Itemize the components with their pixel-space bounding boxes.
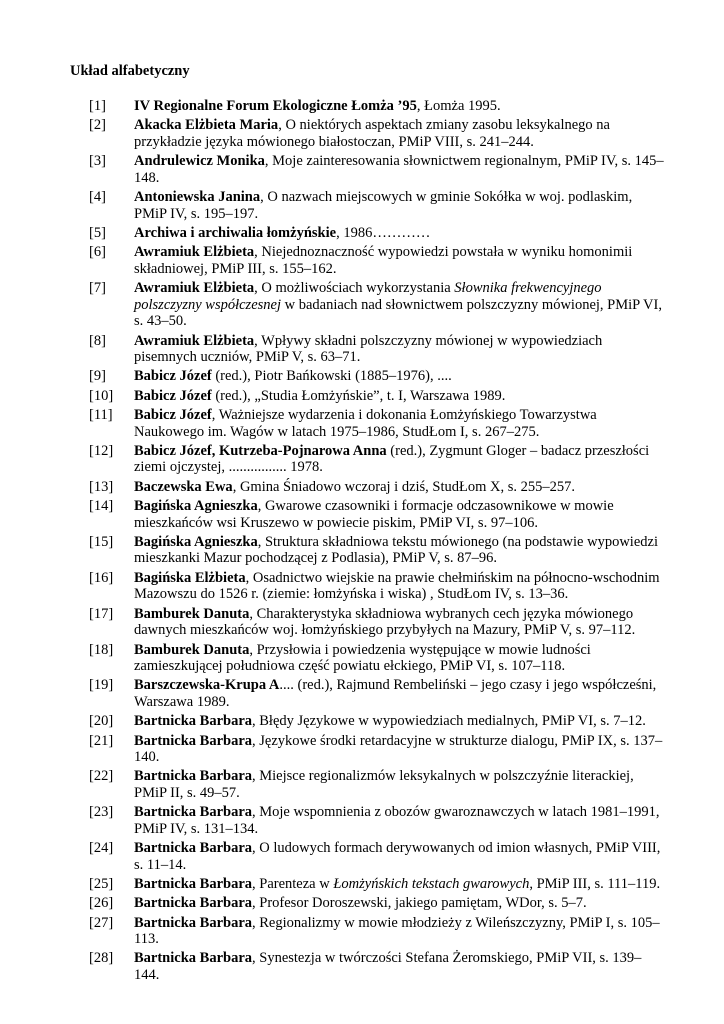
entry-text bbox=[134, 768, 664, 801]
entry-author: Bartnicka Barbara bbox=[134, 876, 253, 893]
bibliography-entry bbox=[70, 895, 664, 912]
entry-author: Barszczewska-Krupa A bbox=[134, 677, 280, 694]
bibliography-entry bbox=[70, 117, 664, 150]
entry-author: Bagińska Agnieszka bbox=[134, 498, 258, 514]
entry-author: Bartnicka Barbara bbox=[134, 768, 253, 785]
entry-text bbox=[134, 642, 664, 675]
entry-description: , Gwarowe czasowniki i formacje odczasownikowe w mowie mieszkańców wsi Kruszewo w powiecie piskim, PMiP VI, s. 97–106. bbox=[134, 498, 614, 531]
entry-author: Andrulewicz Monika bbox=[134, 153, 265, 170]
entry-number: [5] bbox=[89, 224, 106, 241]
bibliography-entry bbox=[70, 225, 664, 242]
entry-author: Baczewska Ewa bbox=[134, 478, 233, 495]
entry-text bbox=[134, 498, 664, 531]
entry-description: , 1986………… bbox=[336, 224, 431, 241]
entry-number: [25] bbox=[89, 876, 114, 893]
entry-author: Babicz Józef bbox=[134, 406, 212, 423]
bibliography-entry bbox=[70, 244, 664, 277]
entry-text bbox=[134, 189, 664, 222]
entry-text bbox=[134, 570, 664, 603]
entry-number: [6] bbox=[89, 244, 106, 261]
bibliography-entry bbox=[70, 768, 664, 801]
entry-number: [4] bbox=[89, 189, 106, 206]
entry-text bbox=[134, 534, 664, 567]
entry-author: Bartnicka Barbara bbox=[134, 804, 253, 821]
entry-author: Awramiuk Elżbieta bbox=[134, 280, 255, 297]
bibliography-entry bbox=[70, 915, 664, 948]
entry-author: Bartnicka Barbara bbox=[134, 840, 253, 857]
bibliography-entry bbox=[70, 534, 664, 567]
entry-number: [14] bbox=[89, 498, 114, 514]
entry-author: Bartnicka Barbara bbox=[134, 713, 253, 730]
entry-number: [18] bbox=[89, 641, 114, 658]
bibliography-entry bbox=[70, 713, 664, 730]
entry-description: .... (red.), Rajmund Rembeliński – jego czasy i jego współcześni, Warszawa 1989. bbox=[134, 677, 657, 710]
entry-description: , Wpływy składni polszczyzny mówionej w wypowiedziach pisemnych uczniów, PMiP V, s. 63–71. bbox=[134, 332, 603, 366]
entry-number: [21] bbox=[89, 732, 114, 749]
entry-description: , Gmina Śniadowo wczoraj i dziś, StudŁom X, s. 255–257. bbox=[232, 478, 576, 495]
bibliography-list bbox=[70, 98, 664, 984]
entry-number: [7] bbox=[89, 280, 106, 297]
entry-text bbox=[134, 804, 664, 837]
entry-text bbox=[134, 225, 664, 242]
entry-text bbox=[134, 117, 664, 150]
bibliography-entry bbox=[70, 642, 664, 675]
entry-author: Bartnicka Barbara bbox=[134, 950, 253, 967]
entry-number: [19] bbox=[89, 677, 114, 694]
entry-italic-title: Łomżyńskich tekstach gwarowych bbox=[333, 876, 530, 893]
entry-number: [3] bbox=[89, 153, 106, 170]
entry-text bbox=[134, 840, 664, 873]
entry-author: Akacka Elżbieta Maria bbox=[134, 117, 279, 134]
bibliography-entry bbox=[70, 840, 664, 873]
entry-number: [13] bbox=[89, 478, 114, 495]
entry-description: , Miejsce regionalizmów leksykalnych w polszczyźnie literackiej, PMiP II, s. 49–57. bbox=[134, 768, 634, 801]
entry-description: (red.), „Studia Łomżyńskie”, t. I, Warszawa 1989. bbox=[211, 387, 506, 404]
entry-author: Awramiuk Elżbieta bbox=[134, 244, 255, 261]
entry-author: Bartnicka Barbara bbox=[134, 914, 253, 931]
entry-description: , Charakterystyka składniowa wybranych cech języka mówionego dawnych mieszkańców woj. łomżyńskiego przybyłych na Mazury, PMiP V, s. 97–112. bbox=[134, 605, 636, 639]
entry-description: , Osadnictwo wiejskie na prawie chełmińskim na północno-wschodnim Mazowszu do 1526 r. (ziemie: łomżyńska i wiska) , StudŁom IV, s. 13–36. bbox=[134, 569, 660, 603]
entry-number: [20] bbox=[89, 713, 114, 730]
entry-number: [16] bbox=[89, 569, 114, 586]
entry-text bbox=[134, 733, 664, 766]
entry-text bbox=[134, 368, 664, 385]
entry-description: , Profesor Doroszewski, jakiego pamiętam, WDor, s. 5–7. bbox=[252, 895, 587, 912]
entry-italic-title: Słownika frekwencyjnego polszczyzny współczesnej bbox=[134, 280, 602, 313]
entry-description: , O możliwościach wykorzystania bbox=[254, 280, 455, 297]
bibliography-entry bbox=[70, 606, 664, 639]
entry-description: , O ludowych formach derywowanych od imion własnych, PMiP VIII, s. 11–14. bbox=[134, 840, 661, 873]
entry-description: , Parenteza w bbox=[252, 876, 334, 893]
bibliography-entry bbox=[70, 407, 664, 440]
bibliography-entry bbox=[70, 153, 664, 186]
entry-text bbox=[134, 713, 664, 730]
entry-author: Babicz Józef, Kutrzeba-Pojnarowa Anna bbox=[134, 442, 387, 459]
entry-text bbox=[134, 915, 664, 948]
bibliography-entry bbox=[70, 677, 664, 710]
entry-description: , Regionalizmy w mowie młodzieży z Wileńszczyzny, PMiP I, s. 105–113. bbox=[134, 914, 660, 948]
entry-text bbox=[134, 407, 664, 440]
entry-author: Awramiuk Elżbieta bbox=[134, 332, 255, 349]
entry-author: Bamburek Danuta bbox=[134, 605, 250, 622]
entry-author: Bamburek Danuta bbox=[134, 641, 250, 658]
entry-text bbox=[134, 333, 664, 366]
entry-number: [24] bbox=[89, 840, 114, 857]
entry-number: [1] bbox=[89, 98, 106, 114]
entry-number: [22] bbox=[89, 768, 114, 785]
bibliography-entry bbox=[70, 368, 664, 385]
bibliography-entry bbox=[70, 388, 664, 405]
bibliography-entry bbox=[70, 333, 664, 366]
entry-author: Babicz Józef bbox=[134, 387, 212, 404]
entry-text bbox=[134, 895, 664, 912]
entry-text bbox=[134, 388, 664, 405]
entry-description: , Moje zainteresowania słownictwem regionalnym, PMiP IV, s. 145–148. bbox=[134, 153, 664, 186]
entry-text bbox=[134, 98, 664, 115]
entry-description: , Niejednoznaczność wypowiedzi powstała w wyniku homonimii składniowej, PMiP III, s. 155–162. bbox=[134, 244, 633, 277]
bibliography-entry bbox=[70, 876, 664, 893]
entry-number: [12] bbox=[89, 442, 114, 459]
entry-author: Bagińska Agnieszka bbox=[134, 533, 258, 550]
entry-number: [2] bbox=[89, 117, 106, 134]
bibliography-entry bbox=[70, 443, 664, 476]
entry-text bbox=[134, 443, 664, 476]
entry-number: [8] bbox=[89, 332, 106, 349]
entry-author: Archiwa i archiwalia łomżyńskie bbox=[134, 224, 337, 241]
entry-author: Bartnicka Barbara bbox=[134, 895, 253, 912]
bibliography-entry bbox=[70, 189, 664, 222]
entry-author: Antoniewska Janina bbox=[134, 189, 261, 206]
entry-number: [9] bbox=[89, 368, 106, 385]
entry-number: [26] bbox=[89, 895, 114, 912]
entry-author: IV Regionalne Forum Ekologiczne Łomża ’95 bbox=[134, 98, 417, 114]
entry-description: , Językowe środki retardacyjne w strukturze dialogu, PMiP IX, s. 137–140. bbox=[134, 732, 663, 766]
entry-description: , Przysłowia i powiedzenia występujące w mowie ludności zamieszkującej południowa część powiatu ełckiego, PMiP VI, s. 107–118. bbox=[134, 641, 591, 675]
entry-text bbox=[134, 153, 664, 186]
bibliography-entry bbox=[70, 950, 664, 983]
entry-description: , Błędy Językowe w wypowiedziach medialnych, PMiP VI, s. 7–12. bbox=[252, 713, 646, 730]
entry-number: [11] bbox=[89, 406, 113, 423]
entry-description: , O niektórych aspektach zmiany zasobu leksykalnego na przykładzie języka mówionego białostoczan, PMiP VIII, s. 241–244. bbox=[134, 117, 610, 150]
entry-number: [10] bbox=[89, 387, 114, 404]
entry-text bbox=[134, 280, 664, 330]
bibliography-entry bbox=[70, 479, 664, 496]
entry-text bbox=[134, 244, 664, 277]
bibliography-entry bbox=[70, 733, 664, 766]
entry-description: w badaniach nad słownictwem polszczyzny mówionej, PMiP VI, s. 43–50. bbox=[134, 296, 662, 330]
entry-description: , Struktura składniowa tekstu mówionego (na podstawie wypowiedzi mieszkanki Mazur pochodzącej z Podlasia), PMiP V, s. 87–96. bbox=[134, 533, 658, 567]
entry-text bbox=[134, 950, 664, 983]
bibliography-entry bbox=[70, 498, 664, 531]
bibliography-entry bbox=[70, 98, 664, 115]
entry-description: (red.), Zygmunt Gloger – badacz przeszłości ziemi ojczystej, ................ 1978. bbox=[134, 442, 650, 476]
entry-description: , Ważniejsze wydarzenia i dokonania Łomżyńskiego Towarzystwa Naukowego im. Wagów w latach 1975–1986, StudŁom I, s. 267–275. bbox=[134, 406, 597, 440]
entry-number: [23] bbox=[89, 804, 114, 821]
entry-number: [27] bbox=[89, 914, 114, 931]
entry-description: , Moje wspomnienia z obozów gwaroznawczych w latach 1981–1991, PMiP IV, s. 131–134. bbox=[134, 804, 660, 837]
entry-text bbox=[134, 606, 664, 639]
entry-number: [28] bbox=[89, 950, 114, 967]
entry-number: [17] bbox=[89, 605, 114, 622]
entry-text bbox=[134, 479, 664, 496]
entry-description: , O nazwach miejscowych w gminie Sokółka w woj. podlaskim, PMiP IV, s. 195–197. bbox=[134, 189, 633, 222]
entry-author: Babicz Józef bbox=[134, 368, 212, 385]
entry-description: (red.), Piotr Bańkowski (1885–1976), .... bbox=[211, 368, 452, 385]
entry-text bbox=[134, 677, 664, 710]
bibliography-entry bbox=[70, 570, 664, 603]
entry-author: Bartnicka Barbara bbox=[134, 732, 253, 749]
entry-number: [15] bbox=[89, 533, 114, 550]
entry-description: , Synestezja w twórczości Stefana Żeromskiego, PMiP VII, s. 139–144. bbox=[134, 950, 642, 984]
bibliography-entry bbox=[70, 280, 664, 330]
section-heading: Układ alfabetyczny bbox=[70, 63, 190, 79]
entry-text bbox=[134, 876, 664, 893]
entry-description: , PMiP III, s. 111–119. bbox=[529, 876, 661, 893]
entry-description: , Łomża 1995. bbox=[416, 98, 501, 114]
entry-author: Bagińska Elżbieta bbox=[134, 569, 246, 586]
bibliography-entry bbox=[70, 804, 664, 837]
